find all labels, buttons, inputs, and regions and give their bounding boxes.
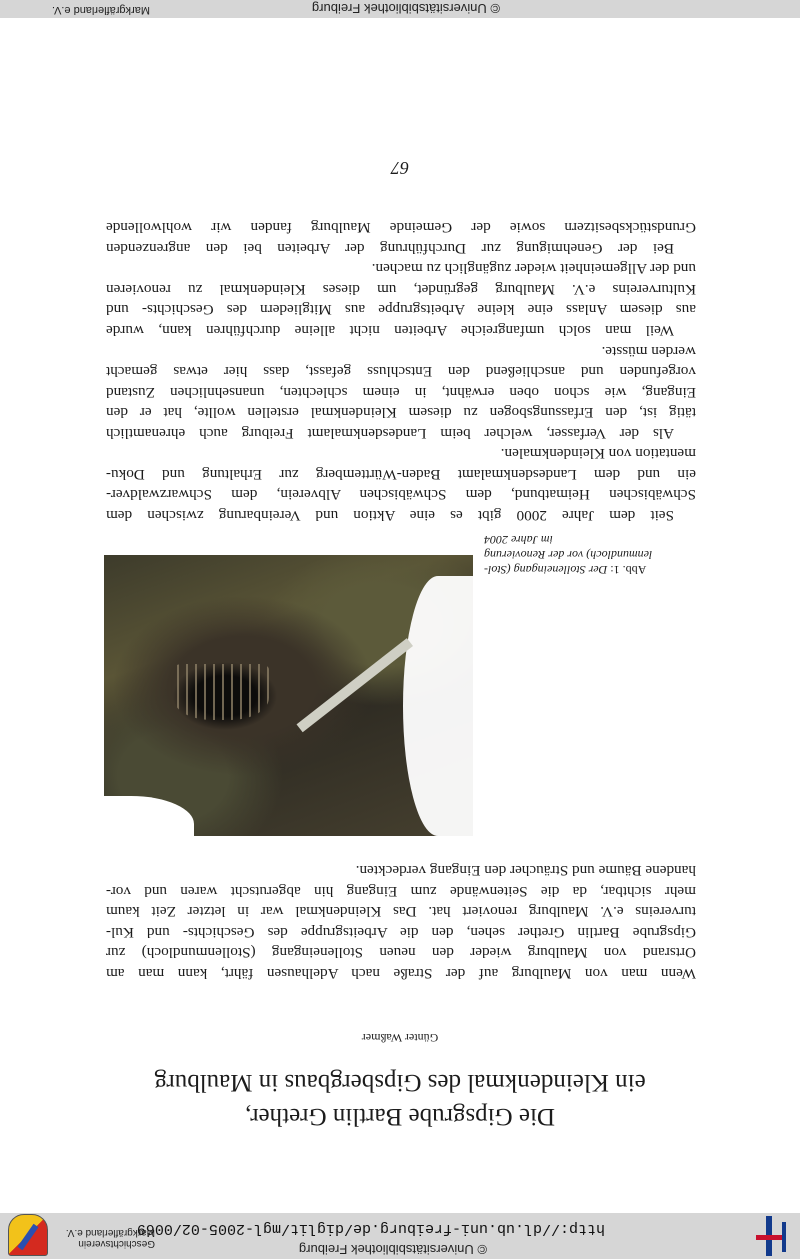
article-author: Günter Waßmer <box>361 1031 439 1045</box>
header-bar <box>0 1213 800 1259</box>
article-title-line2: ein Kleindenkmal des Gipsbergbaus in Maulburg <box>154 1069 646 1096</box>
footer-copyright: © Universitätsbibliothek Freiburg <box>311 1 500 16</box>
markgraeflerland-crest-icon[interactable] <box>8 1214 48 1256</box>
paragraph-1: Wenn man von Maulburg auf der Straße nach Adelhausen fährt, kann man am Ortsrand von Maulburg wieder den neuen Stolleneingang (Stollenmundloch) zur Gipsgrube Bartlin Grether sehen, den die Arbeitsgruppe des Geschichts- und Kul- turvereins e.V. Maulburg renoviert hat. Das Kleindenkmal war in letzter Zeit kaum mehr sichtbar, da die Seitenwände zum Eingang hin abgerutscht waren und vor- handene Bäume und Sträucher den Eingang verdeckten. <box>106 862 696 982</box>
page-number: 67 <box>391 158 409 178</box>
figure-caption: Abb. 1: Der Stolleneingang (Stol- lenmundloch) vor der Renovierung im Jahre 2004 <box>484 533 653 577</box>
university-freiburg-logo-icon[interactable] <box>752 1216 786 1256</box>
paragraph-3: Als der Verfasser, welcher beim Landesdenkmalamt Freiburg auch ehrenamtlich tätig ist, den Erfassungsbogen zu diesem Kleindenkmal erstellen wollte, hat er den Eingang, wie schon oben erwähnt, in einem schlechten, unansehnlichen Zustand vorgefunden und anschließend den Entschluss gefasst, dass hier etwas gemacht werden müsste. <box>106 342 696 442</box>
header-copyright: © Universitätsbibliothek Freiburg <box>298 1242 487 1257</box>
document-url-link[interactable]: http://dl.ub.uni-freiburg.de/diglit/mgl-2005-02/0069 <box>136 1220 605 1237</box>
paragraph-2: Seit dem Jahre 2000 gibt es eine Aktion und Vereinbarung zwischen dem Schwäbischen Heimatbund, dem Schwäbischen Albverein, dem Schwarzwaldver- ein und dem Landesdenkmalamt Baden-Württemberg zur Erhaltung und Doku- mentation von Kleindenkmalen. <box>106 445 696 524</box>
stolleneingang-photo <box>104 555 473 836</box>
footer-org-name: Markgräflerland e.V. <box>51 4 150 16</box>
paragraph-5: Bei der Genehmigung zur Durchführung der Arbeiten bei den angrenzenden Grundstücksbesitzern sowie der Gemeinde Maulburg fanden wir wohlwollende <box>106 219 696 257</box>
article-title-line1: Die Gipsgrube Bartlin Grether, <box>244 1103 556 1130</box>
footer-bar <box>0 0 800 18</box>
org-name: Geschichtsverein Markgräflerland e.V. <box>65 1227 155 1249</box>
paragraph-4: Weil man solch umfangreiche Arbeiten nicht alleine durchführen kann, wurde aus diesem Anlass eine kleine Arbeitsgruppe aus Mitgliedern des Geschichts- und Kulturvereins e.V. Maulburg gegründet, um dieses Kleindenkmal zu renovieren und der Allgemeinheit wieder zugänglich zu machen. <box>106 260 696 339</box>
